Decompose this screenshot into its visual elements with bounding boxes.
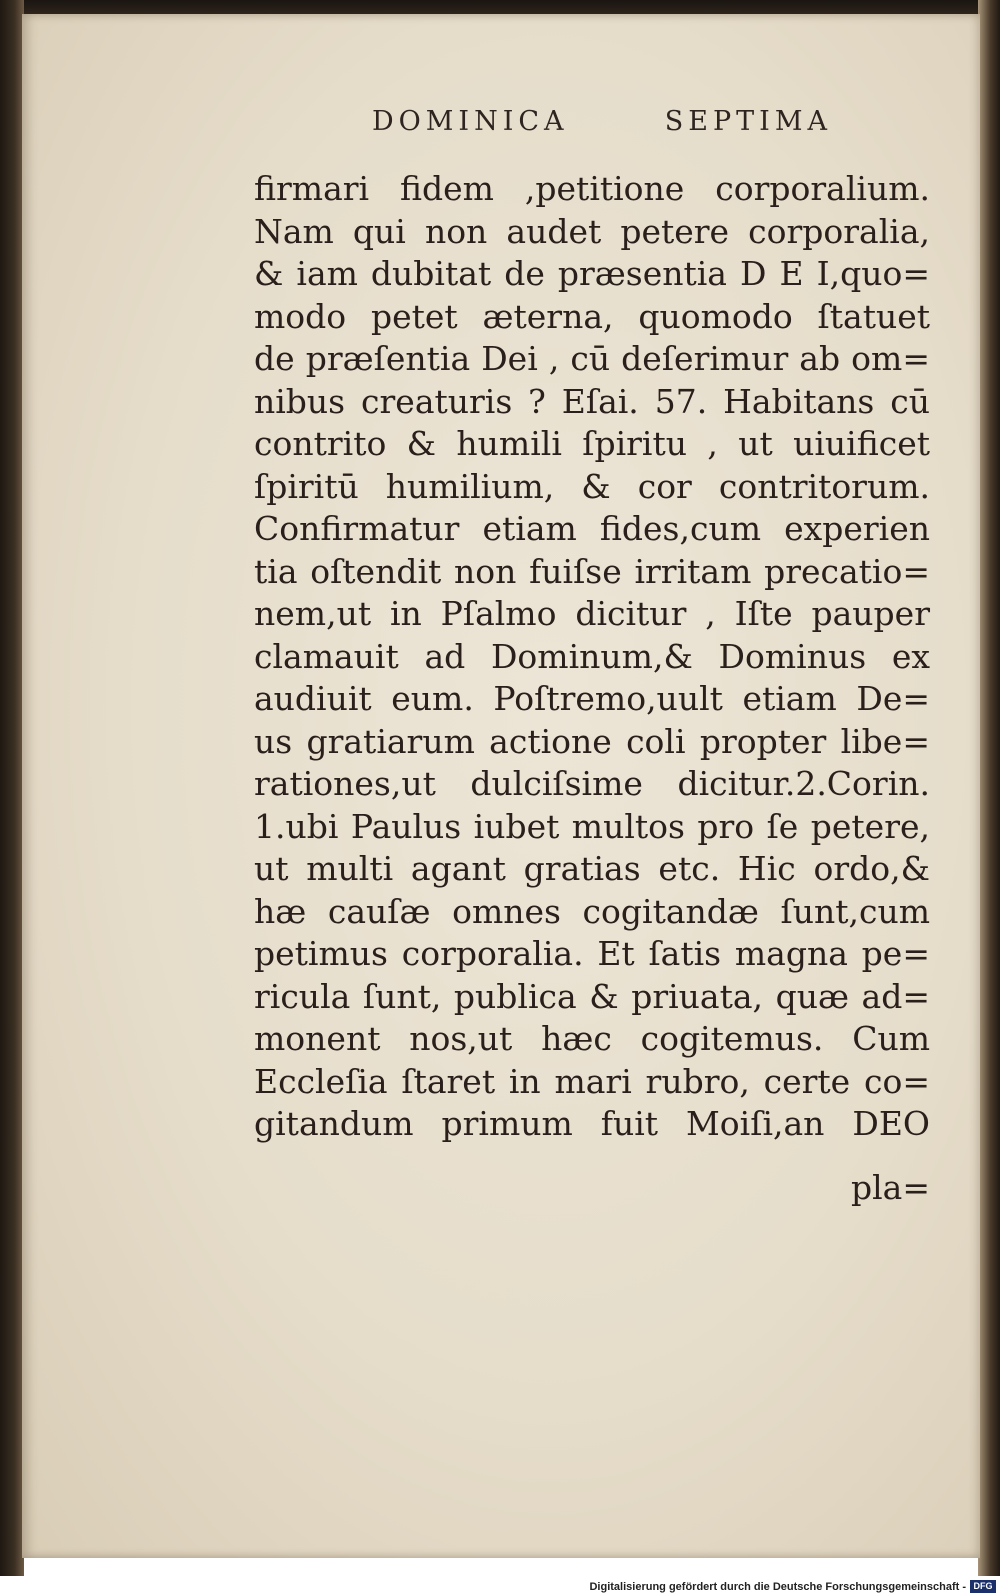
text-line: rationes,ut dulciſsime dicitur.2.Corin. bbox=[254, 764, 930, 803]
text-line: Confirmatur etiam fides,cum experien bbox=[254, 509, 930, 548]
text-line: petimus corporalia. Et ſatis magna pe= bbox=[254, 934, 930, 973]
text-line: contrito & humili ſpiritu , ut uiuificet bbox=[254, 424, 930, 463]
book-edge-right bbox=[978, 0, 1000, 1576]
text-line: Eccleſia ſtaret in mari rubro, certe co= bbox=[254, 1061, 930, 1101]
text-line: firmari fidem ,petitione corporalium. bbox=[254, 169, 930, 208]
text-line: ut multi agant gratias etc. Hic ordo,& bbox=[254, 849, 930, 888]
body-text bbox=[254, 168, 930, 1146]
text-line: ſpiritū humilium, & cor contritorum. bbox=[254, 466, 930, 506]
text-line: & iam dubitat de præsentia D E I,quo= bbox=[254, 254, 930, 293]
running-head bbox=[372, 106, 832, 137]
catchword: pla= bbox=[850, 1168, 930, 1207]
text-line: 1.ubi Paulus iubet multos pro ſe petere, bbox=[254, 806, 930, 846]
text-line: clamauit ad Dominum,& Dominus ex bbox=[254, 636, 930, 676]
footer-bar bbox=[0, 1576, 1000, 1596]
funding-credit: Digitalisierung gefördert durch die Deutsche Forschungsgemeinschaft - bbox=[589, 1581, 966, 1593]
text-line: nibus creaturis ? Eſai. 57. Habitans cū bbox=[254, 381, 930, 421]
book-page bbox=[22, 14, 980, 1558]
running-head-right: SEPTIMA bbox=[664, 106, 832, 137]
text-line: gitandum primum fuit Moiſi,an DEO bbox=[254, 1104, 930, 1143]
text-line: nem,ut in Pſalmo dicitur , Iſte pauper bbox=[254, 594, 930, 633]
text-line: ricula ſunt, publica & priuata, quæ ad= bbox=[254, 976, 930, 1016]
text-line: monent nos,ut hæc cogitemus. Cum bbox=[254, 1019, 930, 1058]
text-line: us gratiarum actione coli propter libe= bbox=[254, 721, 930, 761]
text-line: modo petet æterna, quomodo ſtatuet bbox=[254, 296, 930, 336]
text-line: audiuit eum. Poſtremo,uult etiam De= bbox=[254, 679, 930, 718]
text-line: tia oſtendit non fuiſse irritam precatio= bbox=[254, 551, 930, 591]
running-head-left: DOMINICA bbox=[372, 106, 569, 137]
book-gutter-left bbox=[0, 0, 24, 1576]
text-line: Nam qui non audet petere corporalia, bbox=[254, 211, 930, 251]
text-line: de præſentia Dei , cū deſerimur ab om= bbox=[254, 339, 930, 378]
dfg-logo: DFG bbox=[970, 1580, 996, 1593]
text-line: hæ cauſæ omnes cogitandæ ſunt,cum bbox=[254, 891, 930, 931]
